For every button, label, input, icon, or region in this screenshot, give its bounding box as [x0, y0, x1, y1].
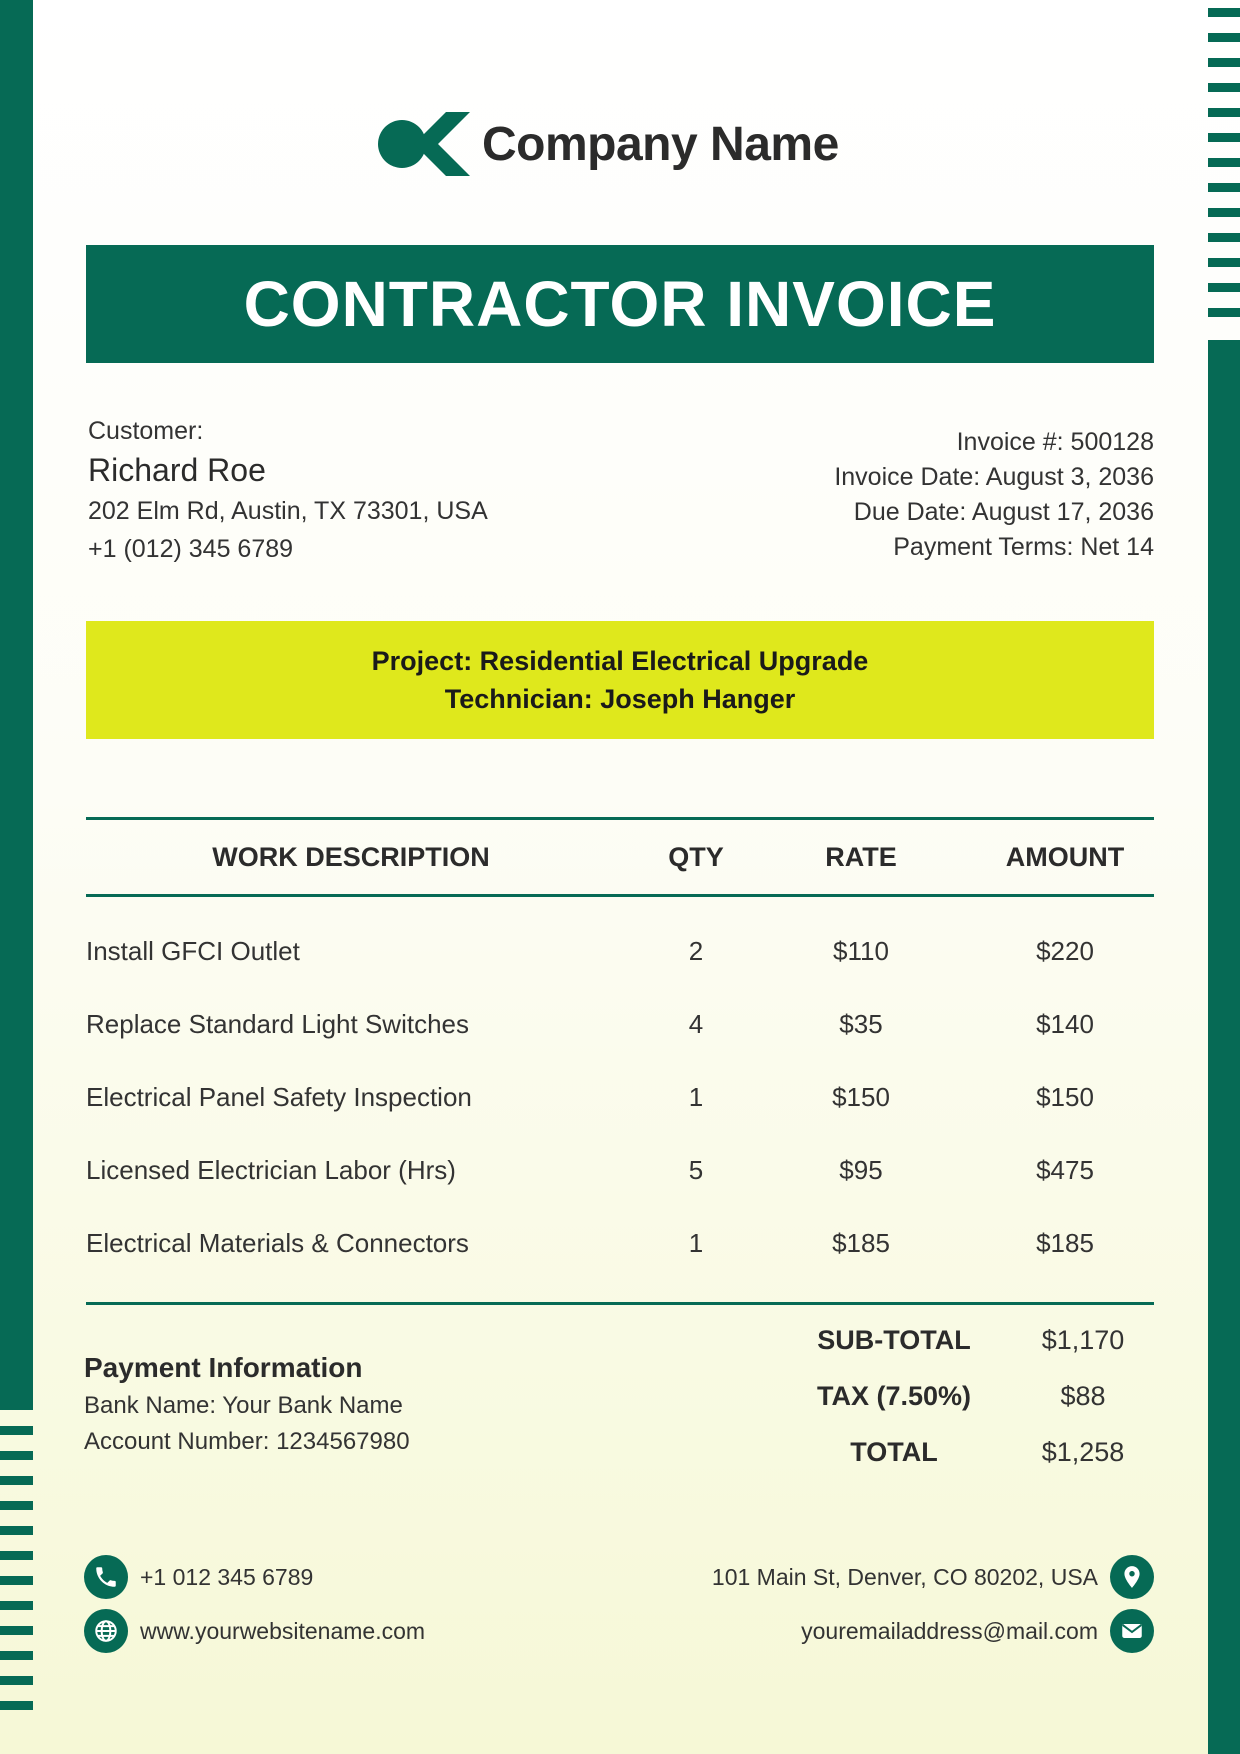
technician-name: Technician: Joseph Hanger — [444, 684, 796, 714]
row-rate: $95 — [839, 1155, 883, 1185]
total-row — [776, 1424, 1154, 1480]
customer-address: 202 Elm Rd, Austin, TX 73301, USA — [88, 497, 488, 525]
row-description: Electrical Materials & Connectors — [86, 1228, 469, 1258]
row-qty: 5 — [688, 1155, 704, 1185]
invoice-number: Invoice #: 500128 — [956, 428, 1154, 456]
table-row — [86, 1134, 1154, 1207]
table-row — [86, 915, 1154, 988]
payment-info — [84, 1348, 410, 1460]
bank-name: Bank Name: Your Bank Name — [84, 1392, 403, 1419]
table-row — [86, 1207, 1154, 1280]
header-description: WORK DESCRIPTION — [212, 841, 490, 872]
row-description: Replace Standard Light Switches — [86, 1009, 470, 1039]
row-description: Licensed Electrician Labor (Hrs) — [86, 1155, 456, 1185]
contact-address-text: 101 Main St, Denver, CO 80202, USA — [711, 1563, 1098, 1590]
invoice-meta — [834, 425, 1154, 565]
project-name: Project: Residential Electrical Upgrade — [371, 646, 869, 676]
contact-email-text[interactable]: youremailaddress@mail.com — [801, 1617, 1098, 1644]
customer-phone: +1 (012) 345 6789 — [88, 535, 294, 563]
row-amount: $150 — [1036, 1082, 1094, 1112]
row-qty: 4 — [688, 1009, 704, 1039]
invoice-title: CONTRACTOR INVOICE — [86, 245, 1154, 363]
subtotal-value: $1,170 — [1041, 1324, 1125, 1355]
subtotal-row — [776, 1312, 1154, 1368]
row-qty: 2 — [688, 936, 704, 966]
tax-label: TAX (7.50%) — [816, 1380, 972, 1411]
contact-phone — [84, 1555, 313, 1599]
contact-website[interactable] — [84, 1609, 425, 1653]
row-description: Install GFCI Outlet — [86, 936, 300, 966]
contact-email[interactable] — [801, 1609, 1154, 1653]
globe-icon — [84, 1609, 128, 1653]
row-description: Electrical Panel Safety Inspection — [86, 1082, 472, 1112]
row-qty: 1 — [688, 1228, 704, 1258]
row-amount: $220 — [1036, 936, 1094, 966]
right-decor-stripes — [1208, 8, 1240, 333]
contact-phone-text: +1 012 345 6789 — [140, 1563, 314, 1590]
company-logo-icon — [374, 104, 474, 184]
tax-value: $88 — [1060, 1380, 1106, 1411]
invoice-date: Invoice Date: August 3, 2036 — [834, 463, 1154, 491]
table-row — [86, 1061, 1154, 1134]
subtotal-label: SUB-TOTAL — [817, 1324, 971, 1355]
company-name: Company Name — [482, 117, 839, 171]
tax-row — [776, 1368, 1154, 1424]
right-decor-bar — [1208, 340, 1240, 1754]
table-body — [86, 897, 1154, 1305]
table-header — [86, 817, 1154, 897]
row-qty: 1 — [688, 1082, 704, 1112]
account-number: Account Number: 1234567980 — [84, 1428, 410, 1455]
payment-title: Payment Information — [84, 1352, 363, 1383]
header-amount: AMOUNT — [1005, 841, 1125, 872]
table-row — [86, 988, 1154, 1061]
company-brand — [374, 104, 839, 184]
project-box — [86, 621, 1154, 739]
total-value: $1,258 — [1041, 1436, 1125, 1467]
line-items-table — [86, 817, 1154, 1305]
envelope-icon — [1110, 1609, 1154, 1653]
row-rate: $185 — [832, 1228, 890, 1258]
contact-address — [712, 1555, 1154, 1599]
payment-terms: Payment Terms: Net 14 — [893, 533, 1154, 561]
phone-icon — [84, 1555, 128, 1599]
row-rate: $150 — [832, 1082, 890, 1112]
header-rate: RATE — [825, 841, 897, 872]
contact-website-text[interactable]: www.yourwebsitename.com — [140, 1617, 426, 1644]
location-pin-icon — [1110, 1555, 1154, 1599]
row-amount: $140 — [1036, 1009, 1094, 1039]
due-date: Due Date: August 17, 2036 — [853, 498, 1154, 526]
left-decor-stripes — [0, 1426, 33, 1726]
row-amount: $185 — [1036, 1228, 1094, 1258]
row-rate: $110 — [833, 936, 889, 966]
row-amount: $475 — [1036, 1155, 1094, 1185]
customer-name: Richard Roe — [88, 452, 266, 488]
customer-info — [88, 414, 488, 568]
row-rate: $35 — [839, 1009, 883, 1039]
totals — [776, 1312, 1154, 1480]
header-qty: QTY — [668, 841, 724, 872]
total-label: TOTAL — [850, 1436, 938, 1467]
left-decor-bar — [0, 0, 33, 1410]
customer-label: Customer: — [88, 417, 204, 445]
